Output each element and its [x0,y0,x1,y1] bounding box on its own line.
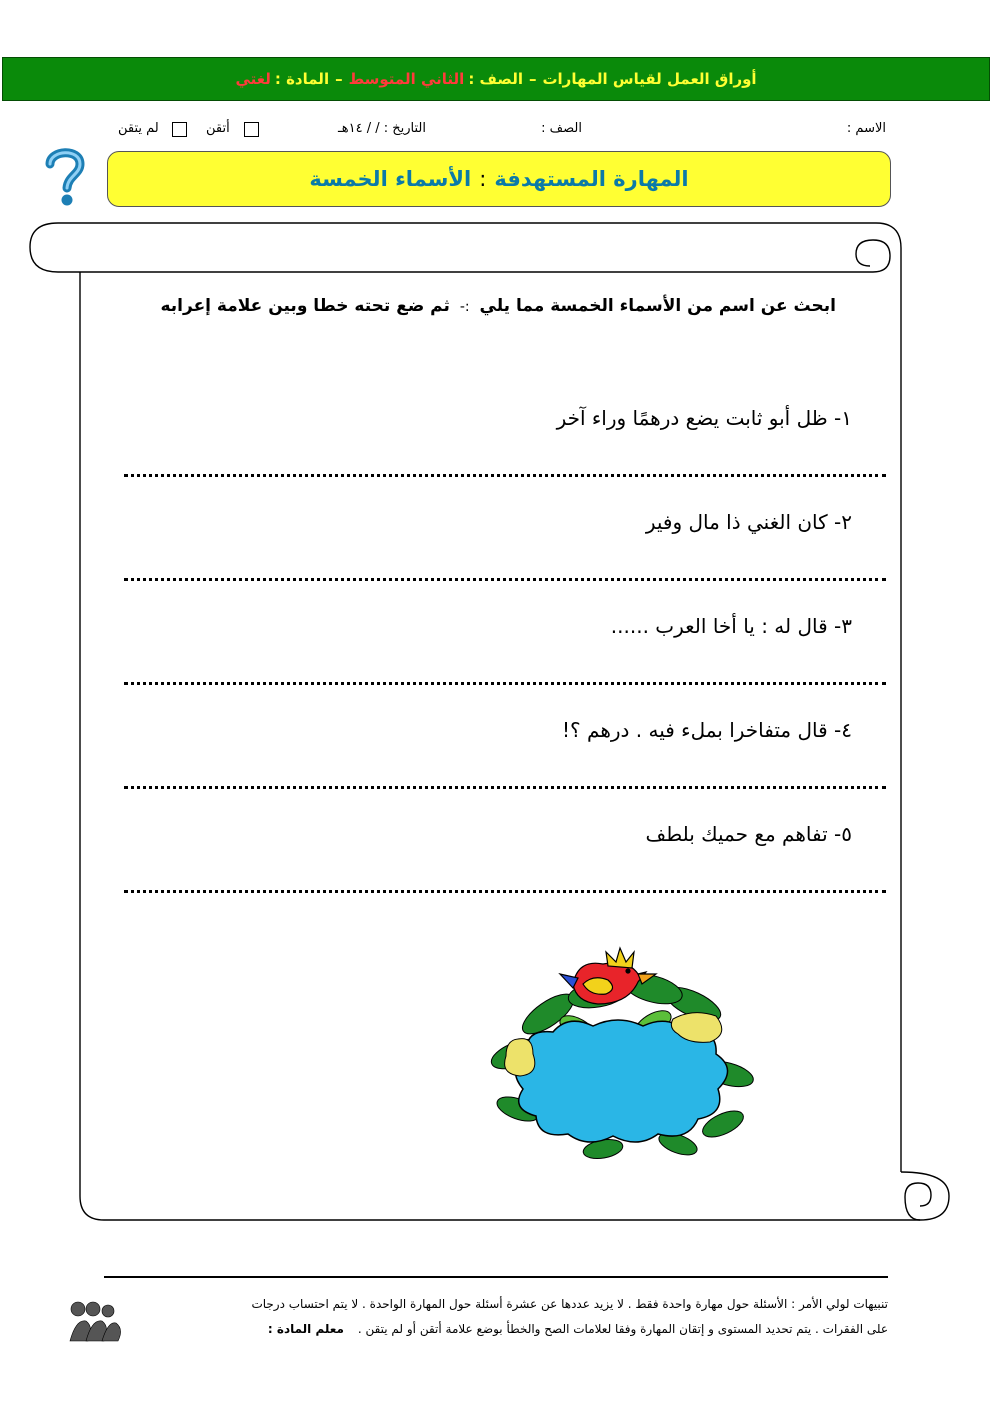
skill-value: الأسماء الخمسة [309,167,472,191]
question-4: ٤- قال متفاخرا بملء فيه . درهم ؟! [562,718,852,742]
header-subject-value: لغتي [235,70,271,88]
instruction-text: ابحث عن اسم من الأسماء الخمسة مما يلي :- ثم ضع تحته خطا وبين علامة إعرابه [160,296,836,316]
mastered-label: أتقن [206,121,230,136]
footer-notice-line1: تنبيهات لولي الأمر : الأسئلة حول مهارة واحدة فقط . لا يزيد عددها عن عشرة أسئلة حول المهارة الواحدة . لا يتم احتساب درجات [251,1297,888,1311]
question-3: ٣- قال له : يا أخا العرب ...... [610,614,852,638]
footer-emblem-icon [66,1297,124,1343]
answer-line-2[interactable] [124,578,886,581]
header-title: أوراق العمل لقياس المهارات [542,70,757,88]
header-subject-label: المادة : [274,70,330,88]
answer-line-4[interactable] [124,786,886,789]
answer-line-3[interactable] [124,682,886,685]
footer-divider [104,1276,888,1278]
name-label: الاسم : [846,121,886,136]
not-mastered-label: لم يتقن [118,121,159,136]
header-bar: أوراق العمل لقياس المهارات – الصف : الثاني المتوسط – المادة : لغتي [2,57,990,101]
question-5: ٥- تفاهم مع حميك بلطف [645,822,852,846]
header-grade-value: الثاني المتوسط [348,70,465,88]
bird-pond-clipart [478,944,768,1164]
question-1: ١- ظل أبو ثابت يضع درهمًا وراء آخر [556,406,852,430]
question-2: ٢- كان الغني ذا مال وفير [645,510,852,534]
answer-line-5[interactable] [124,890,886,893]
footer-notice-line2: على الفقرات . يتم تحديد المستوى و إتقان المهارة وفقا لعلامات الصح والخطأ بوضع علامة أتقن أو لم يتقن . معلم المادة : [267,1322,888,1336]
teacher-label: معلم المادة : [267,1322,344,1336]
skill-label: المهارة المستهدفة [494,167,689,191]
class-label: الصف : [541,121,582,136]
answer-line-1[interactable] [124,474,886,477]
date-label: التاريخ : / / ١٤هـ [337,121,426,136]
header-grade-label: الصف : [468,70,523,88]
skill-banner: المهارة المستهدفة : الأسماء الخمسة [107,151,891,207]
